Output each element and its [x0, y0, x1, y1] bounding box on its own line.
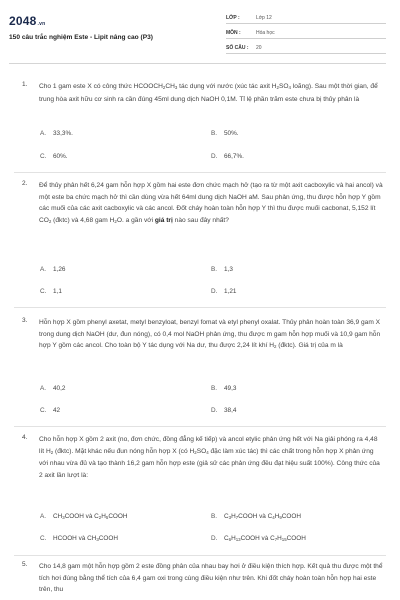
site-logo[interactable]: 2048.vn: [9, 14, 46, 28]
question-number: 5.: [22, 561, 28, 568]
meta-label: MÔN :: [226, 30, 241, 36]
question-text: Để thủy phân hết 6,24 gam hỗn hợp X gồm hai este đơn chức mạch hở (tạo ra từ một axit cacboxylic và hai ancol) và một este ba chức mạch hở thì cần dùng vừa hết 64ml dung dịch NaOH aM. Sau phản ứng, thu được hỗn hợp Y gồm các muối của các axit cacboxylic và các ancol. Đốt cháy hoàn toàn hỗn hợp Y thì thu được muối cacbonat, 5,152 lít $CO_2$ (đktc) và 4,68 gam $H_2O$. a gần với giá trị nào sau đây nhất?: [39, 182, 383, 224]
question-text: Cho 1 gam este X có công thức $HCOOCH_2CH_3$ tác dụng với nước (xúc tác axit $H_2SO_4$ loãng). Sau một thời gian, để trung hòa axit hữu cơ sinh ra cần đúng 45ml dung dịch NaOH 0,1M. Tỉ lệ phần trăm este chưa bị thủy phân là: [39, 83, 378, 103]
question-text: Hỗn hợp X gồm phenyl axetat, metyl benzyloat, benzyl fomat và etyl phenyl oxalat. Thủy phân hoàn toàn 36,9 gam X trong dung dịch NaOH (dư, đun nóng), có 0,4 mol NaOH phản ứng, thu được m gam hỗn hợp muối và 10,9 gam hỗn hợp Y gồm các ancol. Cho toàn bộ Y tác dụng với Na dư, thu được 2,24 lít khí $H_2$ (đktc). Giá trị của m là: [39, 319, 381, 349]
meta-subject: [226, 29, 386, 39]
question-number: 1.: [22, 81, 28, 88]
page-title: 150 câu trắc nghiệm Este - Lipit nâng cao (P3): [9, 34, 154, 41]
worksheet-page: 2048.vn 150 câu trắc nghiệm Este - Lipit nâng cao (P3) LỚP : Lớp 12 MÔN : Hóa học SỐ CÂU : 20 1. Cho 1 gam este X có công thức $HCOOCH_2CH_3$ tác dụng với nước (xúc tác axit $H_2SO_4$ loãng). Sau một thời gian, để trung hòa axit hữu cơ sinh ra cần đúng 45ml dung dịch NaOH 0,1M. Tỉ lệ phần trăm este chưa bị thủy phân là A. 33,3%. B. 50%. C. 60%. D. 66,7%. 2. Để thủy phân hết 6,24 gam hỗn hợp X gồm hai este đơn chức mạch hở (tạo ra từ một axit cacboxylic và hai ancol) và một este ba chức mạch hở thì cần dùng vừa hết 64ml dung dịch NaOH aM. Sau phản ứng, thu được hỗn hợp Y gồm các muối của các axit cacboxylic và các ancol. Đốt cháy hoàn toàn hỗn hợp Y thì thu được muối cacbonat, 5,152 lít $CO_2$ (đktc) và 4,68 gam $H_2O$. a gần với giá trị nào sau đây nhất? A. 1,26 B. 1,3 C. 1,1 D. 1,21 3. Hỗn hợp X gồm phenyl axetat, metyl benzyloat, benzyl fomat và etyl phenyl oxalat. Thủy phân hoàn toàn 36,9 gam X trong dung dịch NaOH (dư, đun nóng), có 0,4 mol NaOH phản ứng, thu được m gam hỗn hợp muối và 10,9 gam hỗn hợp Y gồm các ancol. Cho toàn bộ Y tác dụng với Na dư, thu được 2,24 lít khí $H_2$ (đktc). Giá trị của m là A. 40,2 B. 49,3 C. 42 D. 38,4 4. Cho hỗn hợp X gồm 2 axit (no, đơn chức, đồng đẳng kế tiếp) và ancol etylic phản ứng hết với Na giải phóng ra 4,48 lít $H_2$ (đktc). Mặt khác nếu đun nóng hỗn hợp X (có $H_2SO_4$ đặc làm xúc tác) thì các chất trong hỗn hợp X phản ứng với nhau vừa đủ và tạo thành 16,2 gam hỗn hợp este (giả sử các phản ứng đều đạt hiệu suất 100%). Công thức của 2 axit lần lượt là: A. $CH_3COOH$ và $C_2H_5COOH$ B. $C_3H_7COOH$ và $C_4H_9COOH$ C. HCOOH và $CH_3COOH$ D. $C_6H_{13}COOH$ và $C_7H_{15}COOH$ 5. Cho 14,8 gam một hỗn hợp gồm 2 este đồng phân của nhau bay hơi ở điều kiện thích hợp. Kết quả thu được một thể tích hơi đúng bằng thể tích của 6,4 gam oxi trong cùng điều kiện như trên. Khi đốt cháy hoàn toàn hỗn hợp hai este trên, thu: [0, 0, 400, 600]
question-number: 4.: [22, 434, 28, 441]
question-divider: [14, 555, 386, 556]
question-number: 2.: [22, 180, 28, 187]
meta-class: [226, 14, 386, 24]
meta-value: Hóa học: [256, 30, 275, 36]
meta-label: SỐ CÂU :: [226, 45, 249, 51]
meta-value: Lớp 12: [256, 15, 272, 21]
meta-value: 20: [256, 45, 262, 51]
header-divider: [9, 63, 386, 64]
question-number: 3.: [22, 317, 28, 324]
question-divider: [14, 307, 386, 308]
meta-question-count: [226, 44, 386, 54]
page-header: [0, 0, 400, 72]
question-divider: [14, 426, 386, 427]
question-text: Cho 14,8 gam một hỗn hợp gồm 2 este đồng phân của nhau bay hơi ở điều kiện thích hợp. Kết quả thu được một thể tích hơi đúng bằng thể tích của 6,4 gam oxi trong cùng điều kiện như trên. Khi đốt cháy hoàn toàn hỗn hợp hai este trên, thu: [39, 563, 383, 593]
meta-label: LỚP :: [226, 15, 240, 21]
question-text: Cho hỗn hợp X gồm 2 axit (no, đơn chức, đồng đẳng kế tiếp) và ancol etylic phản ứng hết với Na giải phóng ra 4,48 lít $H_2$ (đktc). Mặt khác nếu đun nóng hỗn hợp X (có $H_2SO_4$ đặc làm xúc tác) thì các chất trong hỗn hợp X phản ứng với nhau vừa đủ và tạo thành 16,2 gam hỗn hợp este (giả sử các phản ứng đều đạt hiệu suất 100%). Công thức của 2 axit lần lượt là:: [39, 436, 380, 479]
question-divider: [14, 172, 386, 173]
